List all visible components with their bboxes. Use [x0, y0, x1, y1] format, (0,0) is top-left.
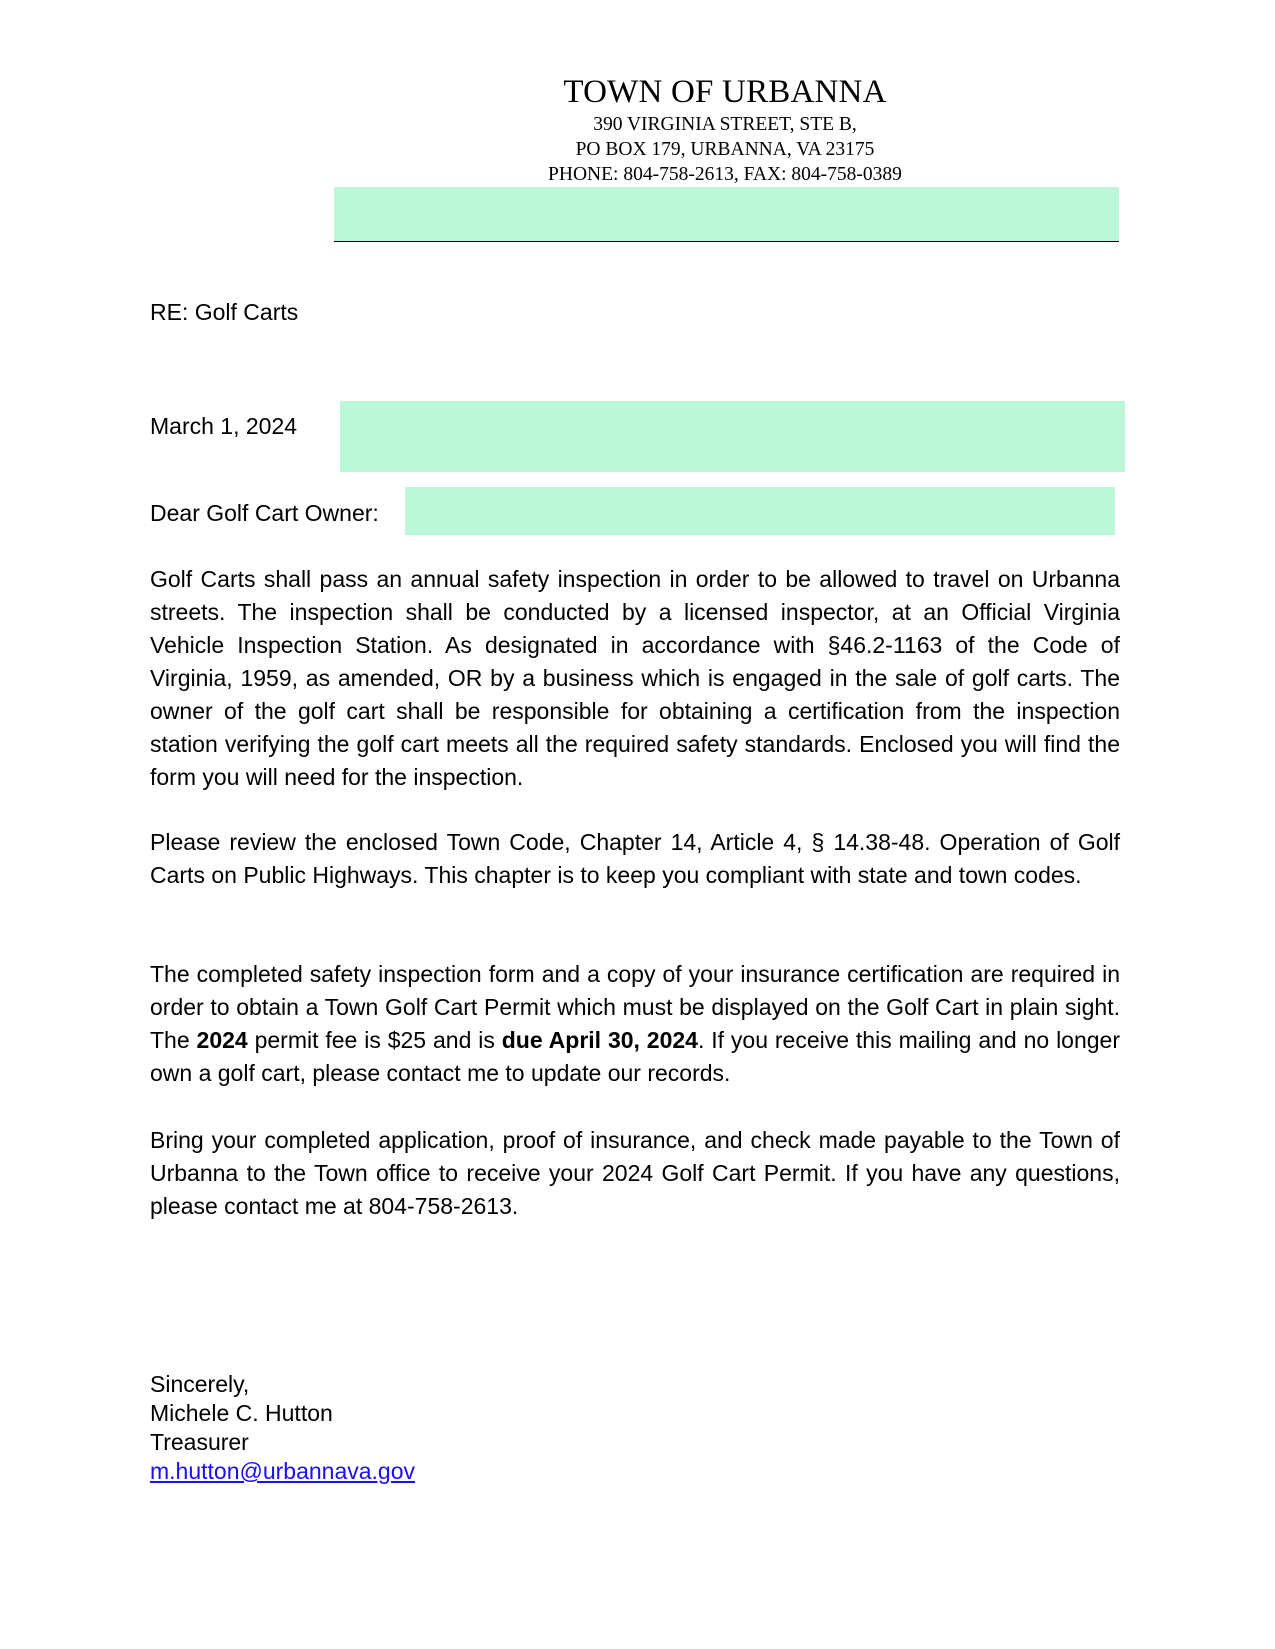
paragraph-contact: Bring your completed application, proof of insurance, and check made payable to the Town of Urbanna to the Town office to receive your 2024 Golf Cart Permit. If you have any questions, please contact me at 804-758-2613. [150, 1127, 1120, 1219]
email-link[interactable]: m.hutton@urbannava.gov [150, 1458, 416, 1484]
recipient-form-field[interactable] [405, 487, 1115, 535]
closing: Sincerely, [150, 1371, 250, 1397]
town-name: TOWN OF URBANNA [563, 74, 887, 110]
paragraph-inspection: Golf Carts shall pass an annual safety inspection in order to be allowed to travel on Urbanna streets. The inspection shall be conducted by a licensed inspector, at an Official Virginia Vehicle Inspection Station. As designated in accordance with §46.2-1163 of the Code of Virginia, 1959, as amended, OR by a business which is engaged in the sale of golf carts. The owner of the golf cart shall be responsible for obtaining a certification from the inspection station verifying the golf cart meets all the required safety standards. Enclosed you will find the form you will need for the inspection. [150, 566, 1120, 790]
phone-fax: PHONE: 804-758-2613, FAX: 804-758-0389 [548, 164, 902, 185]
letterhead-form-field[interactable] [334, 187, 1119, 242]
permit-year: 2024 [196, 1027, 248, 1053]
address-line-2: PO BOX 179, URBANNA, VA 23175 [575, 139, 875, 160]
signer-name: Michele C. Hutton [150, 1400, 333, 1426]
letterhead [330, 72, 1120, 187]
address-line-1: 390 VIRGINIA STREET, STE B, [593, 114, 857, 135]
paragraph-town-code: Please review the enclosed Town Code, Chapter 14, Article 4, § 14.38-48. Operation of Golf Carts on Public Highways. This chapter is to keep you compliant with state and town codes. [150, 829, 1120, 888]
permit-due-date: due April 30, 2024 [501, 1027, 698, 1053]
greeting: Dear Golf Cart Owner: [150, 500, 379, 526]
permit-text-3: . If you receive this mailing and no longer own a golf cart, please contact me to update our records. [150, 1027, 1121, 1086]
subject-line: RE: Golf Carts [150, 299, 299, 325]
signer-title: Treasurer [150, 1429, 249, 1455]
letter-date: March 1, 2024 [150, 413, 298, 439]
permit-text-2: permit fee is $25 and is [247, 1027, 502, 1053]
signature-block [150, 1370, 415, 1486]
paragraph-permit-fee [150, 958, 1120, 1090]
date-form-field[interactable] [340, 401, 1125, 472]
permit-text-1: The completed safety inspection form and a copy of your insurance certification are required in order to obtain a Town Golf Cart Permit which must be displayed on the Golf Cart in plain sight. The [150, 961, 1120, 1053]
